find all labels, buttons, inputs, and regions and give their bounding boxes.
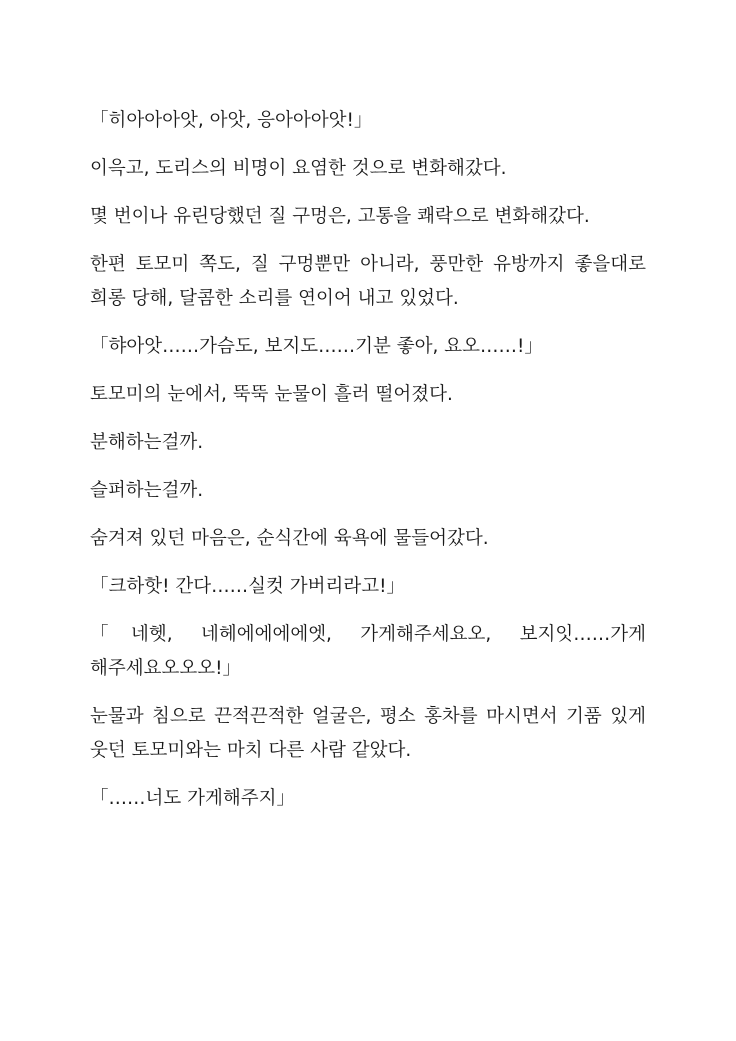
- paragraph: 「햐아앗……가슴도, 보지도……기분 좋아, 요오……!」: [90, 336, 543, 357]
- paragraph: 「히아아아앗, 아앗, 응아아아앗!」: [90, 110, 373, 131]
- paragraph: 슬퍼하는걸까.: [90, 480, 204, 501]
- paragraph: 숨겨져 있던 마음은, 순식간에 육욕에 물들어갔다.: [90, 528, 489, 549]
- paragraph: 「네헷, 네헤에에에에엣, 가게해주세요오, 보지잇……가게 해주세요오오오!」: [90, 624, 646, 679]
- document-body: [90, 104, 646, 830]
- paragraph: 한편 토모미 쪽도, 질 구멍뿐만 아니라, 풍만한 유방까지 좋을대로 희롱 당해, 달콤한 소리를 연이어 내고 있었다.: [90, 254, 646, 309]
- paragraph: 토모미의 눈에서, 뚝뚝 눈물이 흘러 떨어졌다.: [90, 384, 453, 405]
- paragraph: 「……너도 가게해주지」: [90, 788, 295, 809]
- paragraph: 「크하핫! 간다……실컷 가버리라고!」: [90, 576, 406, 597]
- paragraph: 눈물과 침으로 끈적끈적한 얼굴은, 평소 홍차를 마시면서 기품 있게 웃던 토모미와는 마치 다른 사람 같았다.: [90, 706, 646, 761]
- paragraph: 이윽고, 도리스의 비명이 요염한 것으로 변화해갔다.: [90, 158, 507, 179]
- paragraph: 몇 번이나 유린당했던 질 구멍은, 고통을 쾌락으로 변화해갔다.: [90, 206, 590, 227]
- paragraph: 분해하는걸까.: [90, 432, 204, 453]
